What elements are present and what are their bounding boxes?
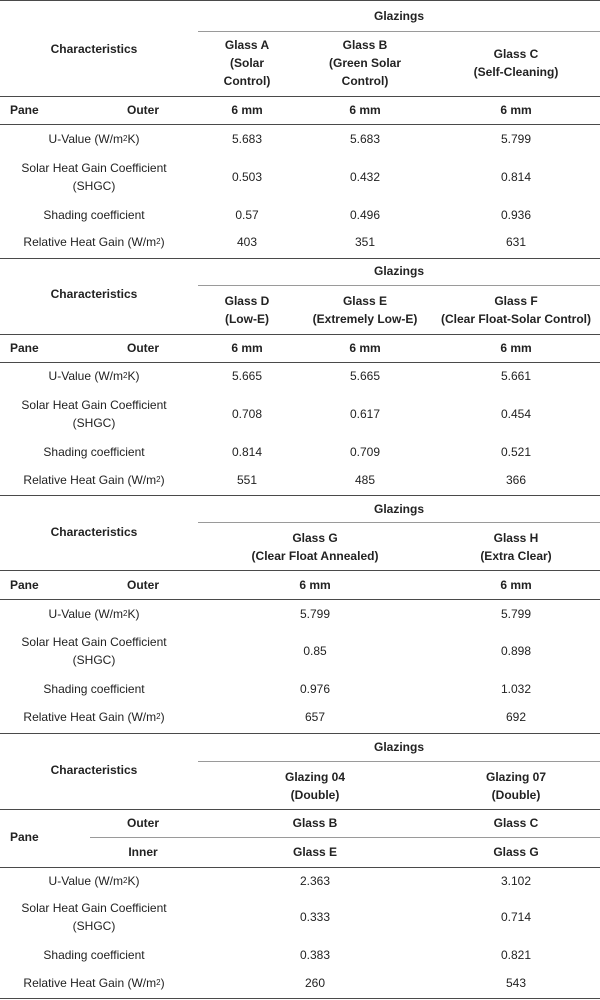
rule (198, 285, 600, 286)
glazings-header: Glazings (373, 502, 424, 516)
rule (0, 334, 600, 335)
table-cell: 0.936 (500, 208, 532, 222)
table-cell: 366 (505, 473, 527, 487)
column-header: Glazing 04 (Double) (284, 770, 346, 802)
rule (198, 31, 600, 32)
table-cell: 0.976 (299, 682, 331, 696)
column-header: Glass D (Low-E) (224, 294, 270, 326)
table-cell: 260 (304, 976, 326, 990)
characteristics-header: Characteristics (50, 287, 138, 301)
table-cell: 5.665 (231, 369, 263, 383)
table-cell: 657 (304, 710, 326, 724)
rule (90, 837, 600, 838)
rule (0, 733, 600, 734)
glazings-header: Glazings (373, 740, 424, 754)
table-cell: 692 (505, 710, 527, 724)
table-cell: 485 (354, 473, 376, 487)
table-4 (0, 733, 600, 1000)
table-2 (0, 258, 600, 495)
outer-pane-value: Glass C (493, 816, 539, 830)
table-cell: 0.57 (235, 208, 259, 222)
table-cell: 0.814 (231, 445, 263, 459)
column-header: Glass H (Extra Clear) (480, 531, 552, 563)
rule (0, 124, 600, 125)
outer-pane-value: Glass B (292, 816, 338, 830)
row-label-u-value: U-Value (W/m 2 K) (48, 369, 140, 383)
table-cell: 0.617 (349, 407, 381, 421)
table-cell: 0.708 (231, 407, 263, 421)
row-label-shading-coefficient: Shading coefficient (43, 208, 145, 222)
row-label-u-value: U-Value (W/m 2 K) (48, 607, 140, 621)
characteristics-header: Characteristics (50, 525, 138, 539)
table-cell: 0.432 (349, 170, 381, 184)
characteristics-header: Characteristics (50, 763, 138, 777)
table-cell: 631 (505, 235, 527, 249)
outer-thickness: 6 mm (231, 341, 263, 355)
outer-label: Outer (126, 578, 159, 592)
table-cell: 0.898 (500, 644, 532, 658)
table-cell: 0.454 (500, 407, 532, 421)
row-label-shgc: Solar Heat Gain Coefficient (SHGC) (21, 161, 167, 193)
rule (198, 761, 600, 762)
table-cell: 543 (505, 976, 527, 990)
rule (0, 599, 600, 600)
inner-label: Inner (128, 845, 158, 859)
inner-pane-value: Glass G (493, 845, 539, 859)
table-cell: 351 (354, 235, 376, 249)
column-header: Glazing 07 (Double) (485, 770, 547, 802)
pane-label: Pane (10, 578, 39, 592)
outer-label: Outer (126, 816, 159, 830)
row-label-u-value: U-Value (W/m 2 K) (48, 132, 140, 146)
column-header: Glass C (Self-Cleaning) (473, 47, 559, 79)
row-label-u-value: U-Value (W/m 2 K) (48, 874, 140, 888)
outer-thickness: 6 mm (500, 578, 532, 592)
table-cell: 5.799 (500, 607, 532, 621)
pane-label: Pane (10, 103, 39, 117)
column-header: Glass A (Solar Control) (223, 38, 271, 88)
glazings-header: Glazings (373, 264, 424, 278)
column-header: Glass B (Green Solar Control) (328, 38, 402, 88)
row-label-relative-heat-gain: Relative Heat Gain (W/m 2 ) (23, 976, 165, 990)
table-cell: 5.683 (231, 132, 263, 146)
rule (0, 867, 600, 868)
table-cell: 5.661 (500, 369, 532, 383)
column-header: Glass F (Clear Float-Solar Control) (440, 294, 591, 326)
rule (0, 362, 600, 363)
rule (0, 0, 600, 1)
outer-label: Outer (126, 103, 159, 117)
table-cell: 5.665 (349, 369, 381, 383)
rule (0, 495, 600, 496)
table-cell: 5.799 (500, 132, 532, 146)
table-1 (0, 0, 600, 258)
table-cell: 3.102 (500, 874, 532, 888)
rule (198, 522, 600, 523)
glazings-header: Glazings (373, 9, 424, 23)
table-cell: 0.709 (349, 445, 381, 459)
row-label-shgc: Solar Heat Gain Coefficient (SHGC) (21, 398, 167, 430)
row-label-relative-heat-gain: Relative Heat Gain (W/m 2 ) (23, 235, 165, 249)
outer-thickness: 6 mm (299, 578, 331, 592)
row-label-shading-coefficient: Shading coefficient (43, 682, 145, 696)
pane-label: Pane (10, 341, 39, 355)
row-label-shgc: Solar Heat Gain Coefficient (SHGC) (21, 635, 167, 667)
characteristics-header: Characteristics (50, 42, 138, 56)
row-label-relative-heat-gain: Relative Heat Gain (W/m 2 ) (23, 473, 165, 487)
row-label-relative-heat-gain: Relative Heat Gain (W/m 2 ) (23, 710, 165, 724)
table-cell: 0.503 (231, 170, 263, 184)
table-cell: 0.714 (500, 910, 532, 924)
table-cell: 403 (236, 235, 258, 249)
outer-label: Outer (126, 341, 159, 355)
row-label-shading-coefficient: Shading coefficient (43, 445, 145, 459)
table-cell: 0.496 (349, 208, 381, 222)
column-header: Glass G (Clear Float Annealed) (251, 531, 379, 563)
rule (0, 809, 600, 810)
table-cell: 0.85 (303, 644, 327, 658)
table-cell: 1.032 (500, 682, 532, 696)
table-cell: 551 (236, 473, 258, 487)
table-cell: 0.821 (500, 948, 532, 962)
rule (0, 570, 600, 571)
outer-thickness: 6 mm (500, 103, 532, 117)
row-label-shgc: Solar Heat Gain Coefficient (SHGC) (21, 901, 167, 933)
column-header: Glass E (Extremely Low-E) (312, 294, 418, 326)
table-3 (0, 495, 600, 733)
row-label-shading-coefficient: Shading coefficient (43, 948, 145, 962)
outer-thickness: 6 mm (349, 103, 381, 117)
rule (0, 96, 600, 97)
rule (0, 998, 600, 999)
table-cell: 0.521 (500, 445, 532, 459)
outer-thickness: 6 mm (349, 341, 381, 355)
table-cell: 0.383 (299, 948, 331, 962)
outer-thickness: 6 mm (231, 103, 263, 117)
rule (0, 258, 600, 259)
table-cell: 0.333 (299, 910, 331, 924)
table-cell: 5.683 (349, 132, 381, 146)
inner-pane-value: Glass E (292, 845, 338, 859)
pane-label: Pane (10, 830, 39, 844)
table-cell: 2.363 (299, 874, 331, 888)
outer-thickness: 6 mm (500, 341, 532, 355)
table-cell: 0.814 (500, 170, 532, 184)
table-cell: 5.799 (299, 607, 331, 621)
